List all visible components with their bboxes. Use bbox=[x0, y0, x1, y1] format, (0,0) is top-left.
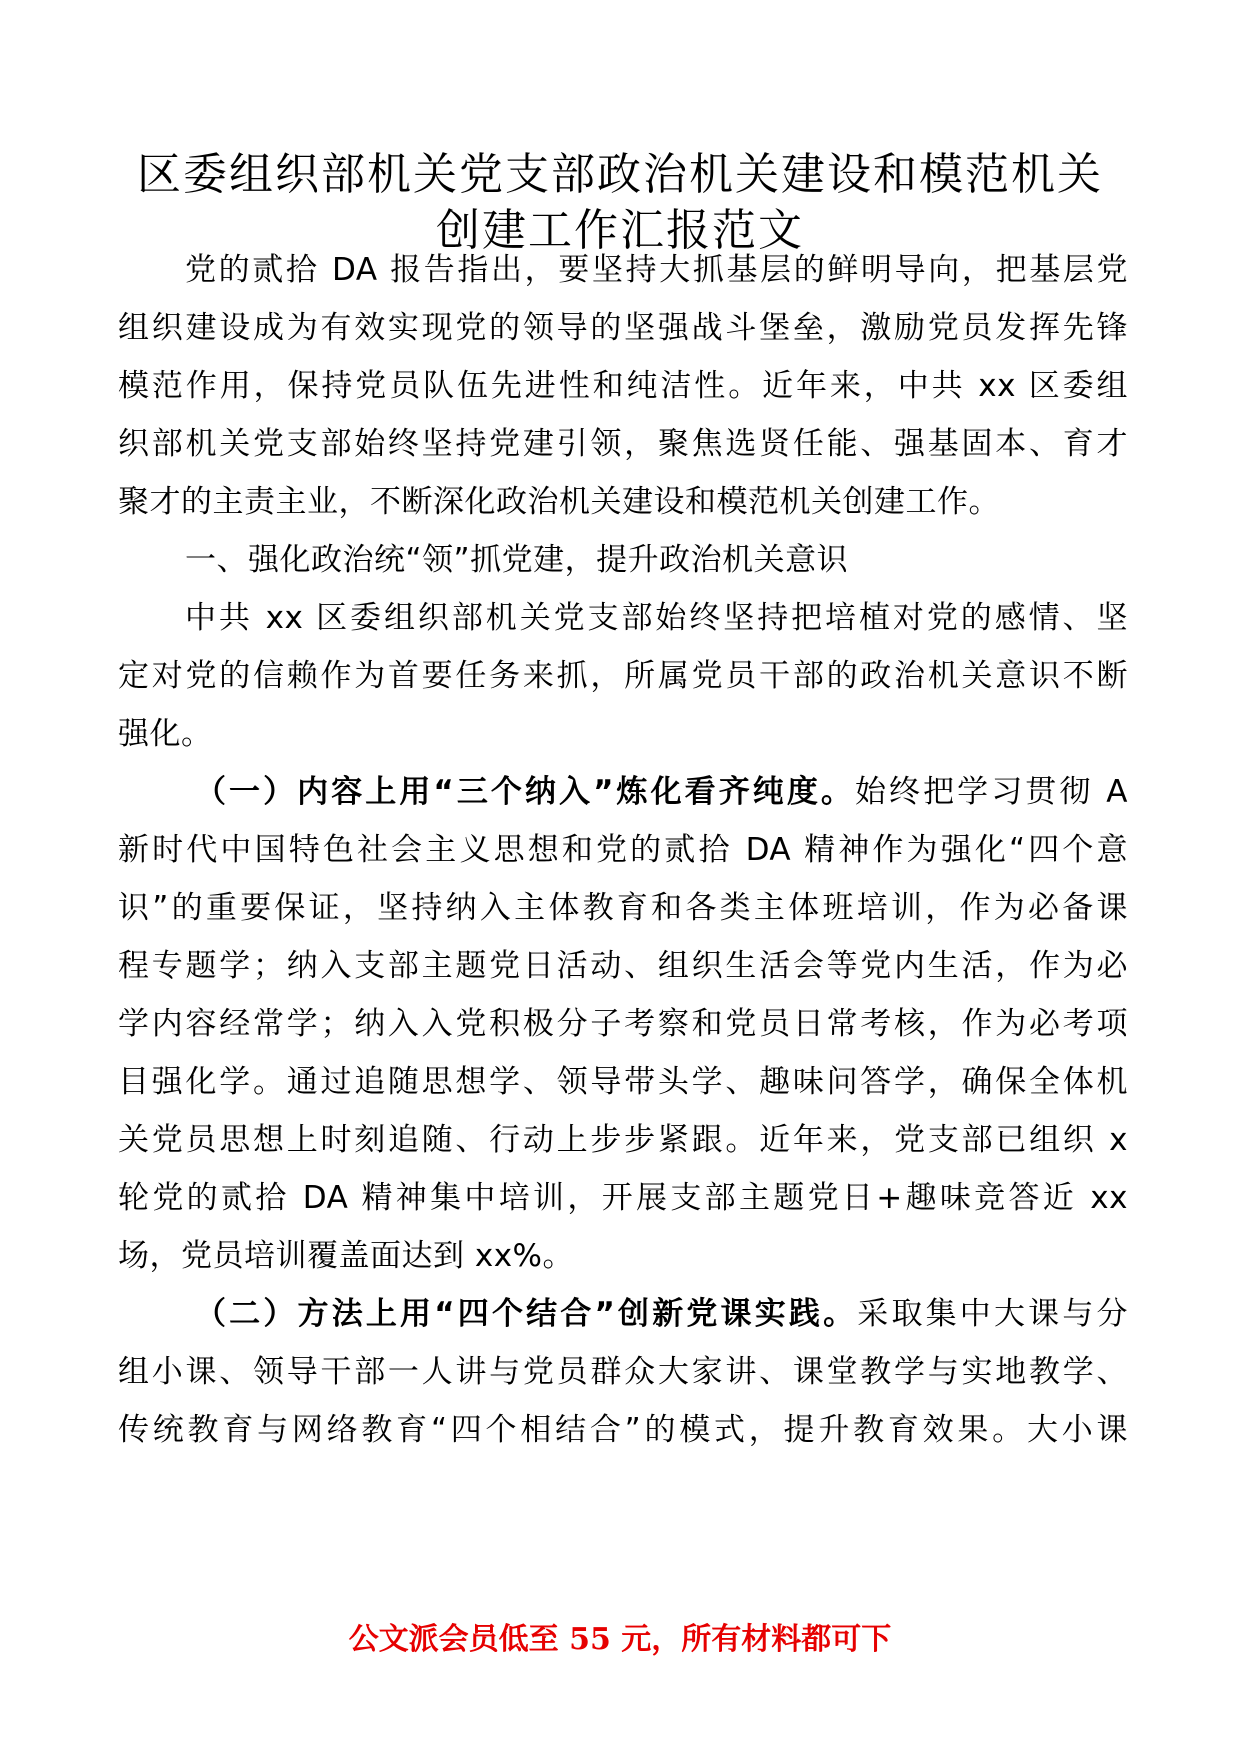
subsection-2-text-start: 采取集中大课与分 bbox=[857, 1296, 1128, 1332]
paragraph-1-line-5: 聚才的主责主业，不断深化政治机关建设和模范机关创建工作。 bbox=[118, 484, 1000, 520]
subsection-1-text-start: 始终把学习贯彻 A bbox=[854, 774, 1128, 810]
paragraph-3-line-5: 目强化学。通过追随思想学、领导带头学、趣味问答学，确保全体机 bbox=[118, 1064, 1128, 1100]
section-heading-1: 一、强化政治统“领”抓党建，提升政治机关意识 bbox=[185, 542, 849, 578]
membership-footer-notice: 公文派会员低至 55 元，所有材料都可下 bbox=[348, 1622, 892, 1657]
paragraph-1-line-4: 织部机关党支部始终坚持党建引领，聚焦选贤任能、强基固本、育才 bbox=[118, 426, 1128, 462]
paragraph-3-line-8: 场，党员培训覆盖面达到 xx%。 bbox=[118, 1238, 575, 1274]
subsection-1-heading: （一）内容上用“三个纳入”炼化看齐纯度。 bbox=[195, 774, 855, 810]
paragraph-3-line-1: 新时代中国特色社会主义思想和党的贰拾 DA 精神作为强化“四个意 bbox=[118, 832, 1128, 868]
paragraph-3-line-2: 识”的重要保证，坚持纳入主体教育和各类主体班培训，作为必备课 bbox=[118, 890, 1128, 926]
paragraph-3-line-7: 轮党的贰拾 DA 精神集中培训，开展支部主题党日+趣味竞答近 xx bbox=[118, 1180, 1128, 1216]
paragraph-2-line-3: 强化。 bbox=[118, 716, 213, 752]
subsection-1-first-line bbox=[195, 772, 1128, 812]
subsection-2-first-line bbox=[195, 1294, 1128, 1334]
paragraph-4-line-2: 传统教育与网络教育“四个相结合”的模式，提升教育效果。大小课 bbox=[118, 1412, 1128, 1448]
paragraph-2-line-1: 中共 xx 区委组织部机关党支部始终坚持把培植对党的感情、坚 bbox=[185, 600, 1128, 636]
paragraph-3-line-3: 程专题学；纳入支部主题党日活动、组织生活会等党内生活，作为必 bbox=[118, 948, 1128, 984]
paragraph-2-line-2: 定对党的信赖作为首要任务来抓，所属党员干部的政治机关意识不断 bbox=[118, 658, 1128, 694]
paragraph-1-line-2: 组织建设成为有效实现党的领导的坚强战斗堡垒，激励党员发挥先锋 bbox=[118, 310, 1128, 346]
document-title-line-1: 区委组织部机关党支部政治机关建设和模范机关 bbox=[137, 149, 1103, 200]
document-title-line-2: 创建工作汇报范文 bbox=[436, 205, 804, 256]
paragraph-3-line-6: 关党员思想上时刻追随、行动上步步紧跟。近年来，党支部已组织 x bbox=[118, 1122, 1128, 1158]
paragraph-1-line-3: 模范作用，保持党员队伍先进性和纯洁性。近年来，中共 xx 区委组 bbox=[118, 368, 1128, 404]
paragraph-3-line-4: 学内容经常学；纳入入党积极分子考察和党员日常考核，作为必考项 bbox=[118, 1006, 1128, 1042]
paragraph-1-line-1: 党的贰拾 DA 报告指出，要坚持大抓基层的鲜明导向，把基层党 bbox=[185, 252, 1128, 288]
paragraph-4-line-1: 组小课、领导干部一人讲与党员群众大家讲、课堂教学与实地教学、 bbox=[118, 1354, 1128, 1390]
subsection-2-heading: （二）方法上用“四个结合”创新党课实践。 bbox=[195, 1296, 858, 1332]
